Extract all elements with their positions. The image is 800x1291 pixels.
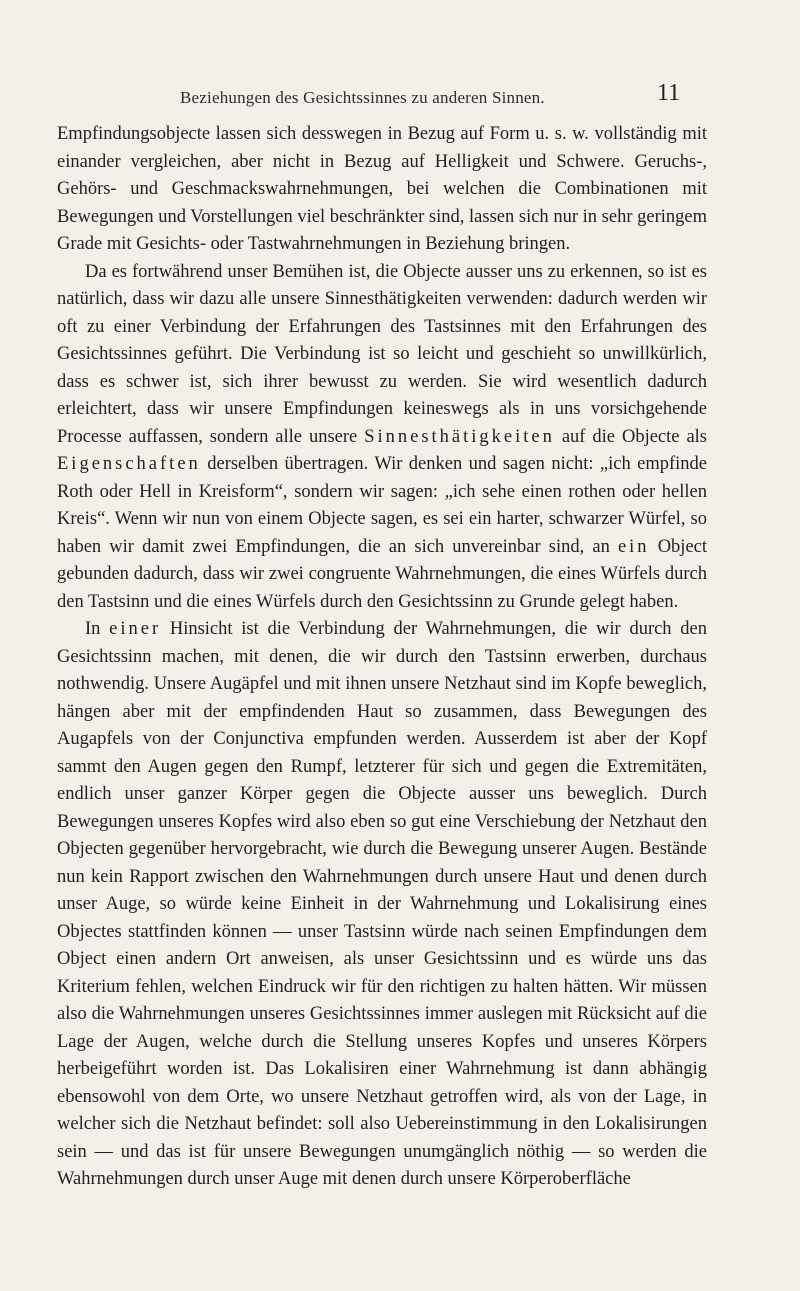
body-text — [57, 121, 707, 1194]
paragraph-3-part-1: Hinsicht ist die Verbindung der Wahrnehmungen, die wir durch den Gesichtssinn machen, mit denen, die wir durch den Tastsinn erwerben, durchaus nothwendig. Unsere Augäpfel und mit ihnen unsere Netzhaut sind im Kopfe beweglich, hängen aber mit der empfindenden Haut so zusammen, dass Bewegungen des Augapfels von der Conjunctiva empfunden werden. Ausserdem ist aber der Kopf sammt den Augen gegen den Rumpf, letzterer für sich und gegen die Extremitäten, endlich unser ganzer Körper gegen die Objecte ausser uns beweglich. Durch Bewegungen unseres Kopfes wird also eben so gut eine Verschiebung der Netzhaut den Objecten gegenüber hervorgebracht, wie durch die Bewegung unserer Augen. Bestände nun kein Rapport zwischen den Wahrnehmungen durch unsere Haut und denen durch unser Auge, so würde keine Einheit in der Wahrnehmung und Lokalisirung eines Objectes stattfinden können — unser Tastsinn würde nach seinen Empfindungen dem Object einen andern Ort anweisen, als unser Gesichtssinn und es würde uns das Kriterium fehlen, welchen Eindruck wir für den richtigen zu halten hätten. Wir müssen also die Wahrnehmungen unseres Gesichtssinnes immer auslegen mit Rücksicht auf die Lage der Augen, welche durch die Stellung unseres Kopfes und unseres Körpers herbeigeführt worden ist. Das Lokalisiren einer Wahrnehmung ist dann abhängig ebensowohl von dem Orte, wo unsere Netzhaut getroffen wird, als von der Lage, in welcher sich die Netzhaut befindet: soll also Uebereinstimmung in den Lokalisirungen sein — und das ist für unsere Bewegungen unumgänglich nöthig — so werden die Wahrnehmungen durch unser Auge mit denen durch unsere Körperoberfläche — [57, 619, 707, 1189]
running-title: Beziehungen des Gesichtssinnes zu anderen Sinnen. — [180, 88, 545, 107]
emphasis-sinnesthaetigkeiten: Sinnesthätigkeiten — [364, 426, 555, 447]
emphasis-eigenschaften: Eigenschaften — [57, 454, 201, 474]
paragraph-3-part-0: In — [85, 619, 101, 639]
emphasis-einer: einer — [109, 619, 162, 639]
paragraph-3 — [57, 616, 707, 1194]
paragraph-2-part-1: Da es fortwährend unser Bemühen ist, die Objecte ausser uns zu erkennen, so ist es natürlich, dass wir dazu alle unsere Sinnesthätigkeiten verwenden: dadurch werden wir oft zu einer Verbindung der Erfahrungen des Tastsinnes mit den Erfahrungen des Gesichtssinnes geführt. Die Verbindung ist so leicht und geschieht so unwillkürlich, dass es schwer ist, sich ihrer bewusst zu werden. Sie wird wesentlich dadurch erleichtert, dass wir unsere Empfindungen keineswegs als in uns vorsichgehende Processe auffassen, sondern alle unsere — [57, 261, 707, 447]
page-number: 11 — [657, 80, 681, 106]
paragraph-2-part-2: auf die Objecte als — [561, 426, 707, 447]
paragraph-2-part-3: derselben übertragen. Wir denken und sagen nicht: „ich empfinde Roth oder Hell in Kreisform“, sondern wir sagen: „ich sehe einen rothen oder hellen Kreis“. Wenn wir nun von einem Objecte sagen, es sei ein harter, schwarzer Würfel, so haben wir damit zwei Empfindungen, die an sich unvereinbar sind, an — [57, 454, 708, 557]
paragraph-1: Empfindungsobjecte lassen sich desswegen in Bezug auf Form u. s. w. vollständig mit einander vergleichen, aber nicht in Bezug auf Helligkeit und Schwere. Geruchs-, Gehörs- und Geschmackswahrnehmungen, bei welchen die Combinationen mit Bewegungen und Vorstellungen viel beschränkter sind, lassen sich nur in sehr geringem Grade mit Gesichts- oder Tastwahrnehmungen in Beziehung bringen. — [57, 124, 707, 254]
emphasis-ein: ein — [617, 536, 650, 557]
paragraph-2-part-4: Object gebunden dadurch, dass wir zwei congruente Wahrnehmungen, die eines Würfels durch den Tastsinn und die eines Würfels durch den Gesichtssinn zu Grunde gelegt haben. — [57, 536, 707, 612]
paragraph-2 — [57, 259, 707, 617]
page-header — [0, 80, 800, 114]
